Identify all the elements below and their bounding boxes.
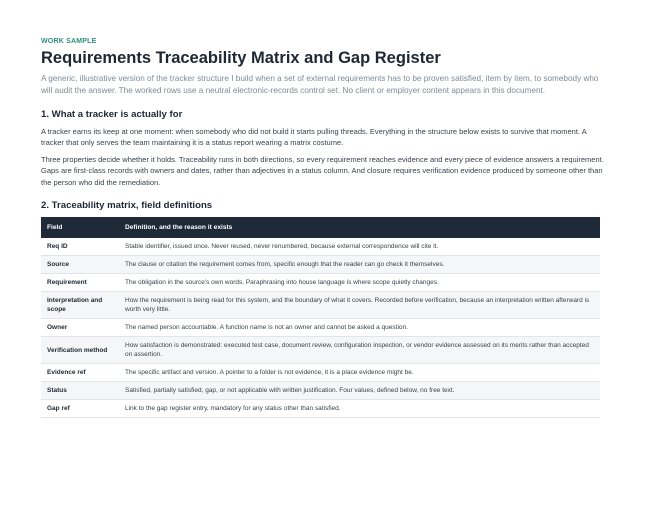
row-field-name: Requirement [41, 274, 119, 292]
column-header-field: Field [41, 217, 119, 238]
row-definition: Link to the gap register entry, mandatory for any status other than satisfied. [119, 400, 600, 418]
row-definition: How satisfaction is demonstrated: executed test case, document review, configuration inspection, or vendor evidence assessed on its merits rather than accepted on assertion. [119, 337, 600, 364]
row-definition: The named person accountable. A function name is not an owner and cannot be asked a question. [119, 319, 600, 337]
row-definition: Satisfied, partially satisfied, gap, or not applicable with written justification. Four values, defined below, no free text. [119, 382, 600, 400]
intro-paragraph: A generic, illustrative version of the tracker structure I build when a set of external requirements has to be proven satisfied, item by item, to somebody who will audit the answer. The worked rows use a neutral electronic-records control set. No client or employer content appears in this document. [41, 74, 599, 95]
table-row [41, 238, 600, 256]
table-header-row [41, 217, 600, 238]
row-field-name: Source [41, 256, 119, 274]
table-row [41, 274, 600, 292]
section-2-heading: 2. Traceability matrix, field definitions [41, 200, 213, 212]
row-definition: Stable identifier, issued once. Never reused, never renumbered, because external correspondence will cite it. [119, 238, 600, 256]
row-field-name: Req ID [41, 238, 119, 256]
row-definition: How the requirement is being read for this system, and the boundary of what it covers. Recorded before verification, because an interpretation written afterward is worth very little. [119, 292, 600, 319]
document-content [41, 38, 611, 418]
row-field-name: Interpretation and scope [41, 292, 119, 319]
table-row [41, 364, 600, 382]
eyebrow-label: WORK SAMPLE [41, 38, 97, 45]
table-row [41, 319, 600, 337]
column-header-definition: Definition, and the reason it exists [119, 217, 600, 238]
table-row [41, 337, 600, 364]
table-row [41, 382, 600, 400]
row-field-name: Evidence ref [41, 364, 119, 382]
field-definitions-table [41, 217, 600, 418]
row-definition: The clause or citation the requirement comes from, specific enough that the reader can go check it themselves. [119, 256, 600, 274]
section-1-paragraph-2: Three properties decide whether it holds. Traceability runs in both directions, so every requirement reaches evidence and every piece of evidence answers a requirement. Gaps are first-class records with owners and dates, rather than adjectives in a status column. And closure requires verification evidence produced by someone other than the person who did the remediation. [41, 154, 604, 187]
table-row [41, 400, 600, 418]
row-field-name: Status [41, 382, 119, 400]
section-1-heading: 1. What a tracker is actually for [41, 109, 183, 120]
page-title: Requirements Traceability Matrix and Gap Register [41, 49, 441, 67]
row-field-name: Gap ref [41, 400, 119, 418]
row-definition: The specific artifact and version. A pointer to a folder is not evidence, it is a place evidence might be. [119, 364, 600, 382]
section-1-paragraph-1: A tracker earns its keep at one moment: when somebody who did not build it starts pulling threads. Everything in the structure below exists to survive that moment. A tracker that only serves the team maintaining it is a status report wearing a matrix costume. [41, 127, 587, 148]
table-row [41, 292, 600, 319]
row-field-name: Verification method [41, 337, 119, 364]
row-field-name: Owner [41, 319, 119, 337]
row-definition: The obligation in the source's own words. Paraphrasing into house language is where scope quietly changes. [119, 274, 600, 292]
table-row [41, 256, 600, 274]
